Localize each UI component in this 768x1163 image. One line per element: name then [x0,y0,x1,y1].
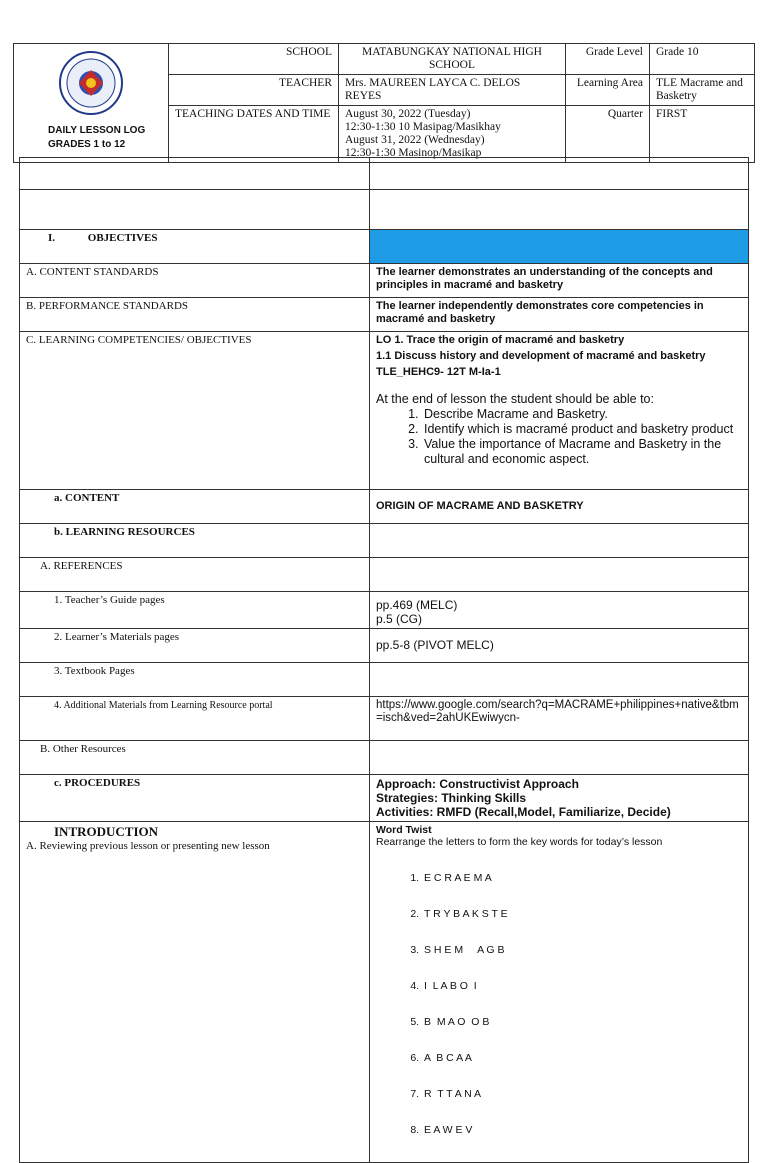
blank-cell [20,190,370,230]
list-item: 2. Identify which is macramé product and basketry product [422,422,742,437]
word-twist-title: Word Twist [376,824,432,836]
lm-text: 2. Learner’s Materials pages [54,631,180,643]
competencies-code: TLE_HEHC9- 12T M-Ia-1 [376,366,501,378]
other-resources-label [20,741,370,775]
dll-title: DAILY LESSON LOG [48,125,146,136]
list-item: 2. T R Y B A K S T E [422,908,742,920]
competencies-sub: 1.1 Discuss history and development of macramé and basketry [376,350,706,362]
list-item: 4. I L A B O I [422,980,742,992]
introduction-title: INTRODUCTION [54,824,159,839]
date-line: August 30, 2022 (Tuesday) [345,108,471,120]
header-table [13,43,755,163]
activities: Activities: RMFD (Recall,Model, Familiarize, Decide) [376,805,671,819]
objectives-num: I. [48,232,56,244]
additional-label [20,697,370,741]
quarter-value: FIRST [650,106,755,163]
introduction-cell [20,822,370,1163]
introduction-item: A. Reviewing previous lesson or presenting new lesson [26,840,270,852]
approach: Approach: Constructivist Approach [376,777,579,791]
additional-value-link[interactable]: https://www.google.com/search?q=MACRAME+philippines+native&tbm=isch&ved=2ahUKEwiwycn- [370,697,749,741]
date-line: 12:30-1:30 10 Masipag/Masikhay [345,121,501,133]
dates-label: TEACHING DATES AND TIME [169,106,339,163]
competencies-cell [370,332,749,490]
procedures-text: c. PROCEDURES [54,777,141,789]
objectives-blue-cell [370,230,749,264]
competencies-intro: At the end of lesson the student should be able to: [376,392,654,406]
word-twist-cell [370,822,749,1163]
date-line: August 31, 2022 (Wednesday) [345,134,485,146]
content-standards-label: A. CONTENT STANDARDS [20,264,370,298]
blank-cell [370,663,749,697]
strategies: Strategies: Thinking Skills [376,791,527,805]
tg-value-2: p.5 (CG) [376,612,423,626]
list-item: 1. Describe Macrame and Basketry. [422,407,742,422]
content-label-text: a. CONTENT [54,492,120,504]
lesson-table [19,157,749,1163]
content-label [20,490,370,524]
quarter-label: Quarter [566,106,650,163]
date-line: 12:30-1:30 Masinop/Masikap [345,147,482,159]
content-standards-value: The learner demonstrates an understanding of the concepts and principles in macramé and basketry [370,264,749,298]
blank-cell [370,558,749,592]
learning-resources-text: b. LEARNING RESOURCES [54,526,195,538]
blank-cell [370,524,749,558]
list-item: 8. E A W E V [422,1124,742,1136]
competencies-lo: LO 1. Trace the origin of macramé and basketry [376,334,625,346]
tg-text: 1. Teacher’s Guide pages [54,594,165,606]
tg-label [20,592,370,629]
teacher-label: TEACHER [169,75,339,106]
references-label [20,558,370,592]
list-item: 3. Value the importance of Macrame and Basketry in the cultural and economic aspect. [422,437,742,467]
competencies-list [376,407,742,467]
word-twist-list [376,848,742,1160]
list-item: 6. A B C A A [422,1052,742,1064]
objectives-label: OBJECTIVES [87,232,158,244]
blank-cell [370,158,749,190]
list-item: 1. E C R A E M A [422,872,742,884]
objectives-heading [20,230,370,264]
lm-value: pp.5-8 (PIVOT MELC) [370,629,749,663]
list-item: 5. B M A O O B [422,1016,742,1028]
dates-value [339,106,566,163]
learning-resources-label [20,524,370,558]
additional-text: 4. Additional Materials from Learning Resource portal [54,700,273,711]
school-label: SCHOOL [169,44,339,75]
word-twist-instructions: Rearrange the letters to form the key words for today’s lesson [376,836,663,848]
teacher-value: Mrs. MAUREEN LAYCA C. DELOS REYES [339,75,566,106]
dll-grades: GRADES 1 to 12 [48,139,126,150]
blank-cell [370,190,749,230]
textbook-text: 3. Textbook Pages [54,665,135,677]
tg-value [370,592,749,629]
references-text: A. REFERENCES [40,560,123,572]
grade-label: Grade Level [566,44,650,75]
blank-cell [370,741,749,775]
competencies-label: C. LEARNING COMPETENCIES/ OBJECTIVES [20,332,370,490]
content-value: ORIGIN OF MACRAME AND BASKETRY [370,490,749,524]
procedures-label [20,775,370,822]
area-value: TLE Macrame and Basketry [650,75,755,106]
tg-value-1: pp.469 (MELC) [376,598,458,612]
lm-label [20,629,370,663]
other-resources-text: B. Other Resources [40,743,126,755]
performance-standards-label: B. PERFORMANCE STANDARDS [20,298,370,332]
blank-cell [20,158,370,190]
deped-seal-icon [58,50,124,116]
performance-standards-value: The learner independently demonstrates core competencies in macramé and basketry [370,298,749,332]
header-logo-cell [14,44,169,163]
school-value: MATABUNGKAY NATIONAL HIGH SCHOOL [339,44,566,75]
list-item: 3. S H E M A G B [422,944,742,956]
list-item: 7. R T T A N A [422,1088,742,1100]
grade-value: Grade 10 [650,44,755,75]
area-label: Learning Area [566,75,650,106]
procedures-cell [370,775,749,822]
textbook-label [20,663,370,697]
